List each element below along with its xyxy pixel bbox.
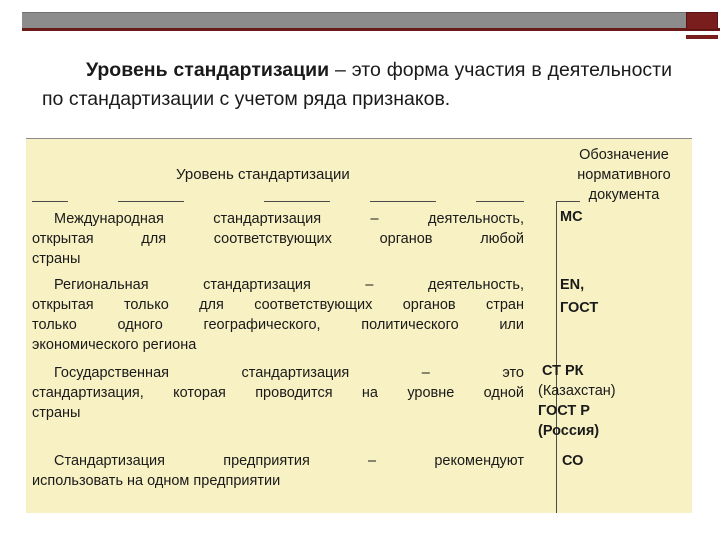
code-line: МС [560,209,583,225]
code-line: ГОСТ [560,300,599,316]
code-line: ГОСТ Р [538,403,590,419]
row-text-line: использовать на одном предприятии [32,473,281,489]
header-divider [556,201,580,202]
row-text-line: страны [32,251,81,267]
header-designation-line: Обозначение [579,147,669,163]
row-text-line: Международная стандартизация – деятельность, [54,211,524,227]
header-divider [476,201,524,202]
code-line: (Казахстан) [538,383,616,399]
row-code [560,275,710,318]
header-divider [264,201,330,202]
row-text-line: открытая только для соответствующих органов стран [32,297,524,313]
row-text-line: стандартизация, которая проводится на уровне одной [32,385,524,401]
standardization-table [26,138,692,513]
row-text-line: Региональная стандартизация – деятельность, [54,277,524,293]
row-text-line: только одного географического, политического или [32,317,524,333]
title-bar-decoration [22,12,686,29]
column-divider [556,201,557,513]
table-row [32,451,524,491]
row-text-line: экономического региона [32,337,197,353]
row-text-line: Государственная стандартизация – это [54,365,524,381]
header-designation [556,145,692,205]
header-designation-line: документа [588,187,660,203]
code-line: (Россия) [538,423,600,439]
table-row [32,363,524,423]
code-line: СО [562,453,584,469]
row-code [538,361,688,441]
row-text-line: открытая для соответствующих органов любой [32,231,524,247]
table-row [32,209,524,269]
header-divider [118,201,184,202]
row-text-line: страны [32,405,81,421]
header-divider [370,201,436,202]
title-bar-underline [22,28,720,31]
header-level: Уровень стандартизации [176,166,350,183]
row-code [560,207,710,227]
row-text-line: Стандартизация предприятия – рекомендуют [54,453,524,469]
intro-term: Уровень стандартизации [86,59,330,81]
header-designation-line: нормативного [577,167,671,183]
header-divider [32,201,68,202]
row-code [562,451,712,471]
corner-accent [686,12,718,30]
code-line: СТ РК [542,363,584,379]
code-line: EN, [560,277,585,293]
intro-definition: – это форма участия в деятельности по стандартизации с учетом ряда признаков. [42,59,672,110]
intro-paragraph [42,56,672,114]
table-row [32,275,524,355]
corner-accent-dash [686,35,718,39]
